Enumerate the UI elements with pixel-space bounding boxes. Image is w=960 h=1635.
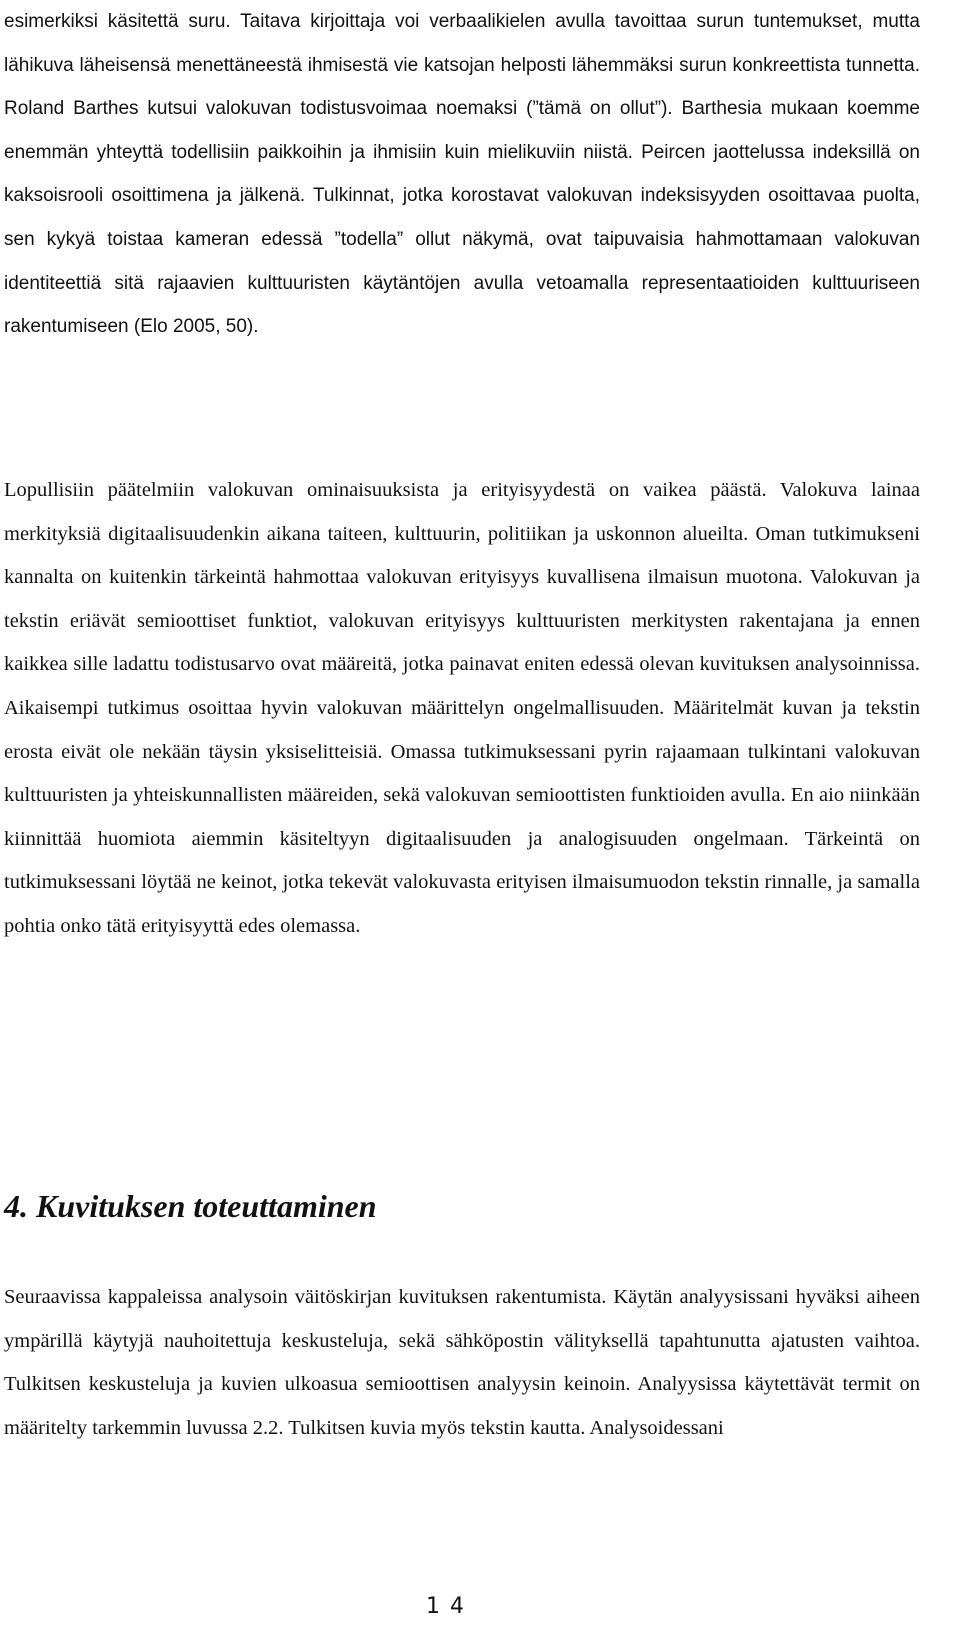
- paragraph-barthes-indeksi: esimerkiksi käsitettä suru. Taitava kirjoittaja voi verbaalikielen avulla tavoittaa surun tuntemukset, mutta lähikuva läheisensä menettäneestä ihmisestä vie katsojan helposti lähemmäksi surun konkreettista tunnetta. Roland Barthes kutsui valokuvan todistusvoimaa noemaksi (”tämä on ollut”). Barthesia mukaan koemme enemmän yhteyttä todellisiin paikkoihin ja ihmisiin kuin mielikuviin niistä. Peircen jaottelussa indeksillä on kaksoisrooli osoittimena ja jälkenä. Tulkinnat, jotka korostavat valokuvan indeksisyyden osoittavaa puolta, sen kykyä toistaa kameran edessä ”todella” ollut näkymä, ovat taipuvaisia hahmottamaan valokuvan identiteettiä sitä rajaavien kulttuuristen käytäntöjen avulla vetoamalla representaatioiden kulttuuriseen rakentumiseen (Elo 2005, 50).: [4, 11, 920, 338]
- paragraph-valokuvan-erityisyys: Lopullisiin päätelmiin valokuvan ominaisuuksista ja erityisyydestä on vaikea päästä. Valokuva lainaa merkityksiä digitaalisuudenkin aikana taiteen, kulttuurin, politiikan ja uskonnon alueilta. Oman tutkimukseni kannalta on kuitenkin tärkeintä hahmottaa valokuvan erityisyys kuvallisena ilmaisun muotona. Valokuvan ja tekstin eriävät semioottiset funktiot, valokuvan erityisyys kulttuuristen merkitysten rakentajana ja ennen kaikkea sille ladattu todistusarvo ovat määreitä, jotka painavat eniten edessä olevan kuvituksen analysoinnissa. Aikaisempi tutkimus osoittaa hyvin valokuvan määrittelyn ongelmallisuuden. Määritelmät kuvan ja tekstin erosta eivät ole nekään täysin yksiselitteisiä. Omassa tutkimuksessani pyrin rajaamaan tulkintani valokuvan kulttuuristen ja yhteiskunnallisten määreiden, sekä valokuvan semioottisten funktioiden avulla. En aio niinkään kiinnittää huomiota aiemmin käsiteltyyn digitaalisuuden ja analogisuuden ongelmaan. Tärkeintä on tutkimuksessani löytää ne keinot, jotka tekevät valokuvasta erityisen ilmaisumuodon tekstin rinnalle, ja samalla pohtia onko tätä erityisyyttä edes olemassa.: [4, 479, 920, 937]
- paragraph-analyysi: Seuraavissa kappaleissa analysoin väitöskirjan kuvituksen rakentumista. Käytän analyysissani hyväksi aiheen ympärillä käytyjä nauhoitettuja keskusteluja, sekä sähköpostin välityksellä tapahtunutta ajatusten vaihtoa. Tulkitsen keskusteluja ja kuvien ulkoasua semioottisen analyysin keinoin. Analyysissa käytettävät termit on määritelty tarkemmin luvussa 2.2. Tulkitsen kuvia myös tekstin kautta. Analysoidessani: [4, 1286, 920, 1439]
- section-heading: 4. Kuvituksen toteuttaminen: [4, 1188, 377, 1224]
- page-number: 14: [426, 1594, 474, 1619]
